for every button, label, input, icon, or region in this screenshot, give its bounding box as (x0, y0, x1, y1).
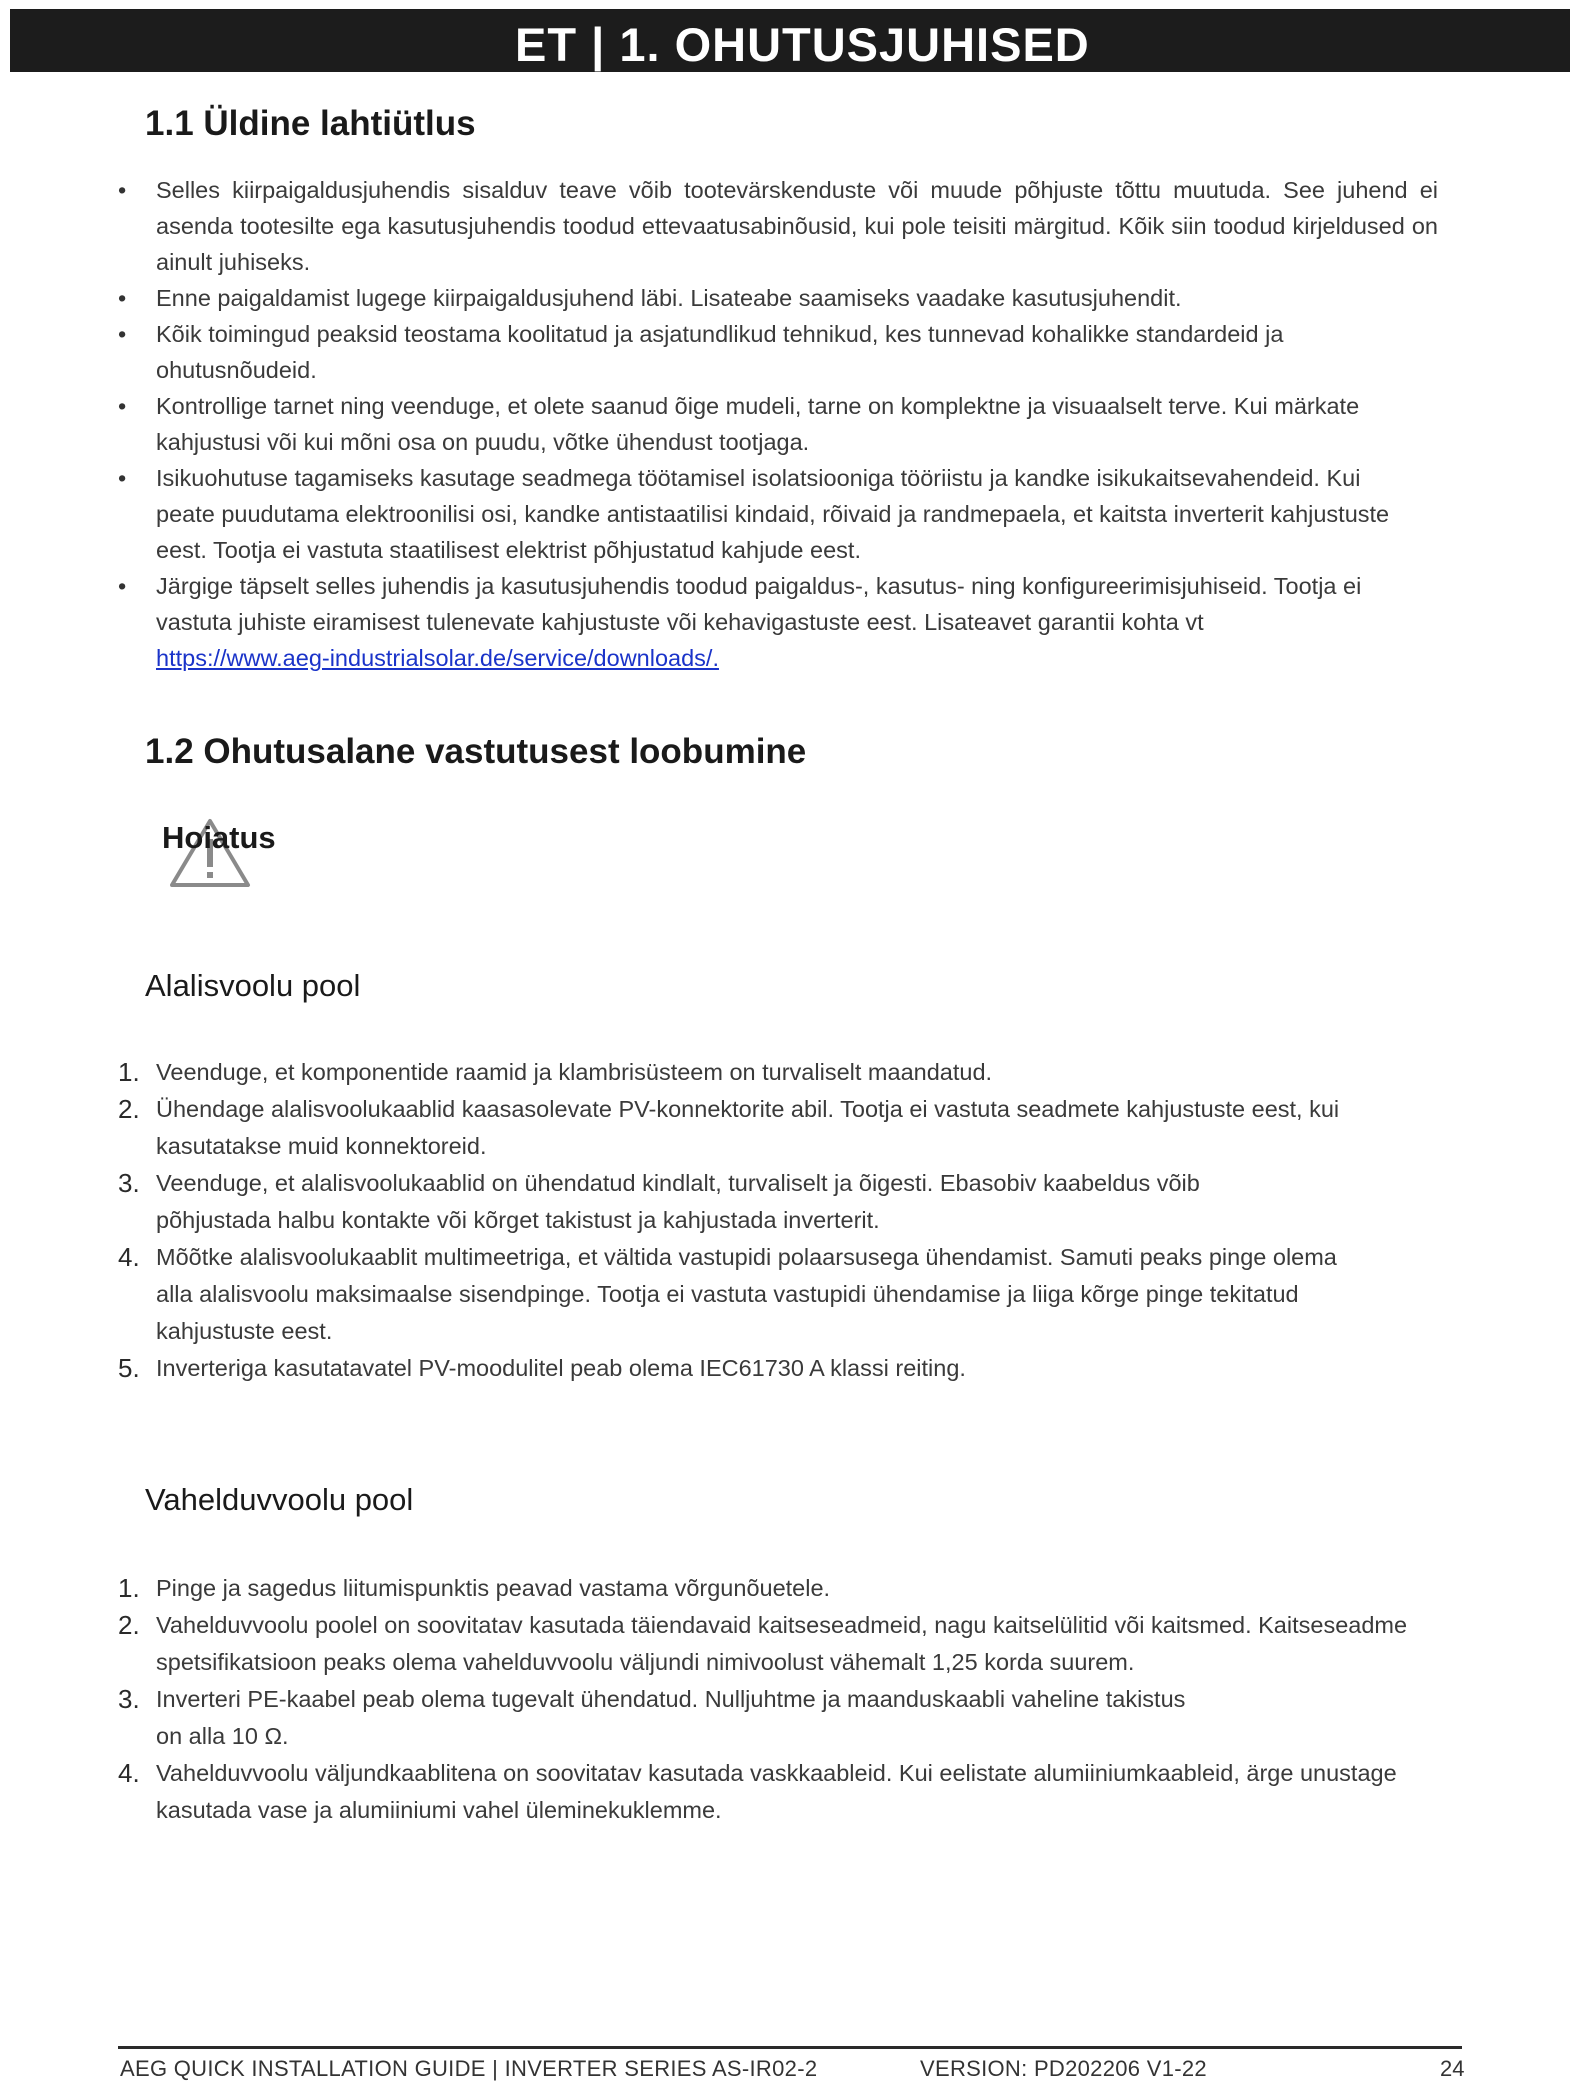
list-item: • Isikuohutuse tagamiseks kasutage seadmega töötamisel isolatsiooniga tööriistu ja kandke isikukaitsevahendeid. Kui peate puudutama elektroonilisi osi, kandke antistaatilisi kindaid, rõivaid ja randmepaela, et kaitsta inverterit kahjustuste eest. Tootja ei vastuta staatilisest elektrist põhjustatud kahjude eest. (118, 460, 1448, 568)
list-item: 3. Inverteri PE-kaabel peab olema tugevalt ühendatud. Nulljuhtme ja maanduskaabli vaheline takistus on alla 10 Ω. (118, 1681, 1448, 1755)
list-item: 2. Vahelduvvoolu poolel on soovitatav kasutada täiendavaid kaitseseadmeid, nagu kaitselülitid või kaitsmed. Kaitseseadme spetsifikatsioon peaks olema vahelduvvoolu väljundi nimivoolust vähemalt 1,25 korda suurem. (118, 1607, 1448, 1681)
bullet-icon: • (118, 573, 127, 599)
subheading-ac-side: Vahelduvvoolu pool (145, 1482, 414, 1517)
list-item: 2. Ühendage alalisvoolukaablid kaasasolevate PV-konnektorite abil. Tootja ei vastuta seadmete kahjustuste eest, kui kasutatakse muid konnektoreid. (118, 1091, 1448, 1165)
list-item: 1. Pinge ja sagedus liitumispunktis peavad vastama võrgunõuetele. (118, 1570, 1448, 1607)
list-item: 3. Veenduge, et alalisvoolukaablid on ühendatud kindlalt, turvaliselt ja õigesti. Ebasobiv kaabeldus võib põhjustada halbu kontakte või kõrget takistust ja kahjustada inverterit. (118, 1165, 1448, 1239)
list-number: 3. (118, 1168, 140, 1198)
section-heading-safety-disclaimer: 1.2 Ohutusalane vastutusest loobumine (145, 732, 807, 771)
list-item: • Enne paigaldamist lugege kiirpaigaldusjuhend läbi. Lisateabe saamiseks vaadake kasutusjuhendit. (118, 280, 1448, 316)
list-number: 2. (118, 1094, 140, 1124)
list-item: 4. Mõõtke alalisvoolukaablit multimeetriga, et vältida vastupidi polaarsusega ühendamist. Samuti peaks pinge olema alla alalisvoolu maksimaalse sisendpinge. Tootja ei vastuta vastupidi ühendamise ja liiga kõrge pinge tekitatud kahjustuste eest. (118, 1239, 1448, 1350)
general-disclaimer-list (118, 172, 1448, 676)
list-number: 4. (118, 1758, 140, 1788)
bullet-icon: • (118, 177, 127, 203)
list-item: • Kõik toimingud peaksid teostama koolitatud ja asjatundlikud tehnikud, kes tunnevad kohalikke standardeid ja ohutusnõudeid. (118, 316, 1448, 388)
list-item: 5. Inverteriga kasutatavatel PV-moodulitel peab olema IEC61730 A klassi reiting. (118, 1350, 1448, 1387)
page-number: 24 (1440, 2056, 1465, 2081)
list-number: 5. (118, 1353, 140, 1383)
list-item: 1. Veenduge, et komponentide raamid ja klambrisüsteem on turvaliselt maandatud. (118, 1054, 1448, 1091)
bullet-icon: • (118, 285, 127, 311)
list-number: 4. (118, 1242, 140, 1272)
downloads-link[interactable]: https://www.aeg-industrialsolar.de/service/downloads/. (156, 645, 719, 671)
list-item: • Selles kiirpaigaldusjuhendis sisalduv teave võib tootevärskenduste või muude põhjuste tõttu muutuda. See juhend ei asenda tootesilte ega kasutusjuhendis toodud ettevaatusabinõusid, kui pole teisiti märgitud. Kõik siin toodud kirjeldused on ainult juhiseks. (118, 172, 1448, 280)
subheading-dc-side: Alalisvoolu pool (145, 968, 361, 1003)
bullet-icon: • (118, 393, 127, 419)
list-number: 2. (118, 1610, 140, 1640)
list-item: • Järgige täpselt selles juhendis ja kasutusjuhendis toodud paigaldus-, kasutus- ning konfigureerimisjuhiseid. Tootja ei vastuta juhiste eiramisest tulenevate kahjustuste või kehavigastuste eest. Lisateavet garantii kohta vt https://www.aeg-industrialsolar.de/service/downloads/. (118, 568, 1448, 676)
footer-version: VERSION: PD202206 V1-22 (920, 2056, 1207, 2081)
list-number: 1. (118, 1057, 140, 1087)
dc-side-list (118, 1054, 1448, 1387)
warning-label: Hoiatus (162, 820, 276, 855)
bullet-icon: • (118, 321, 127, 347)
page-title: ET | 1. OHUTUSJUHISED (515, 18, 1090, 71)
bullet-icon: • (118, 465, 127, 491)
list-number: 1. (118, 1573, 140, 1603)
list-item: 4. Vahelduvvoolu väljundkaablitena on soovitatav kasutada vaskkaableid. Kui eelistate alumiiniumkaableid, ärge unustage kasutada vase ja alumiiniumi vahel üleminekuklemme. (118, 1755, 1448, 1829)
footer-divider (118, 2046, 1462, 2049)
ac-side-list (118, 1570, 1448, 1829)
list-number: 3. (118, 1684, 140, 1714)
list-item: • Kontrollige tarnet ning veenduge, et olete saanud õige mudeli, tarne on komplektne ja visuaalselt terve. Kui märkate kahjustusi või kui mõni osa on puudu, võtke ühendust tootjaga. (118, 388, 1448, 460)
section-heading-general-disclaimer: 1.1 Üldine lahtiütlus (145, 104, 476, 143)
footer-guide-title: AEG QUICK INSTALLATION GUIDE | INVERTER SERIES AS-IR02-2 (120, 2056, 818, 2081)
